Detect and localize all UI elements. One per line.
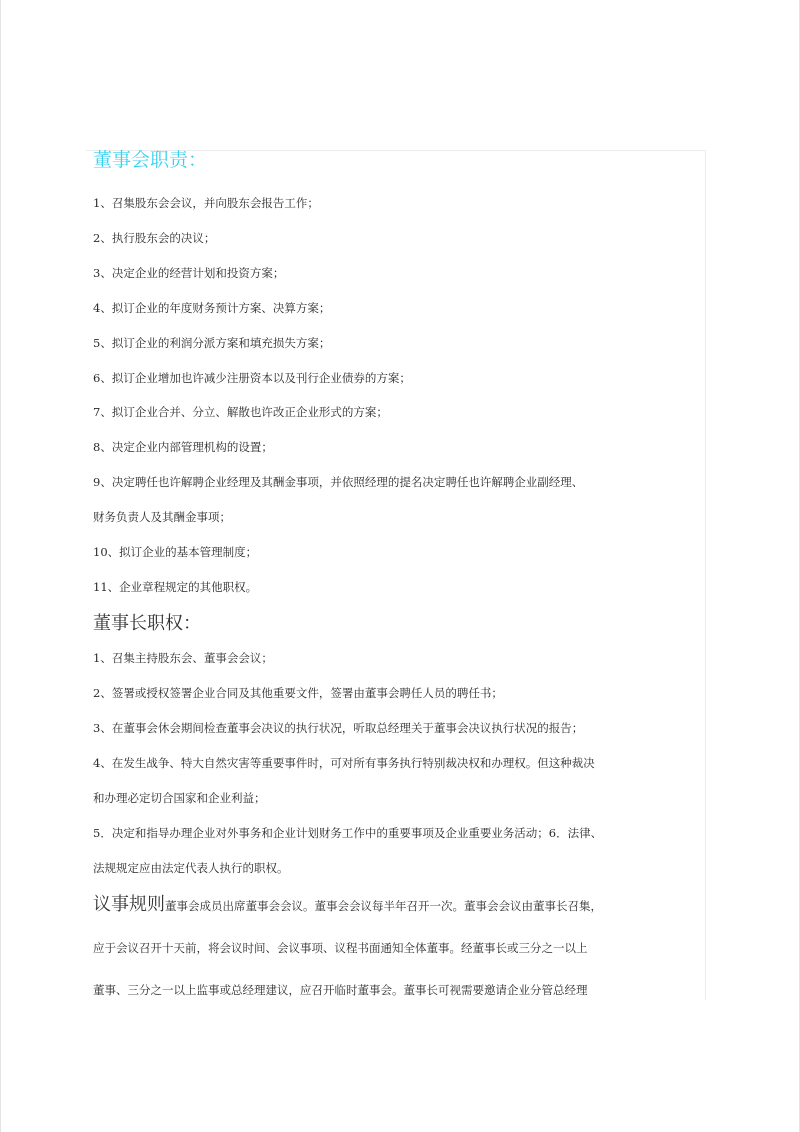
board-duty-4: 4、拟订企业的年度财务预计方案、决算方案； (93, 301, 331, 315)
board-duty-1: 1、召集股东会会议，并向股东会报告工作； (93, 196, 319, 210)
board-duty-3: 3、决定企业的经营计划和投资方案； (93, 266, 285, 280)
board-duty-8: 8、决定企业内部管理机构的设置； (93, 440, 273, 454)
chairman-power-3: 3、在董事会休会期间检查董事会决议的执行状况，听取总经理关于董事会决议执行状况的报告； (93, 721, 584, 735)
board-duty-9: 9、决定聘任也许解聘企业经理及其酬金事项，并依照经理的提名决定聘任也许解聘企业副经理、 (93, 475, 584, 489)
chairman-power-6-continued: 法规规定应由法定代表人执行的职权。 (93, 861, 289, 875)
board-duty-6: 6、拟订企业增加也许减少注册资本以及刊行企业债券的方案； (93, 371, 411, 385)
chairman-power-2: 2、签署或授权签署企业合同及其他重要文件，签署由董事会聘任人员的聘任书； (93, 686, 503, 700)
board-duty-5: 5、拟订企业的利润分派方案和填充损失方案； (93, 336, 331, 350)
meeting-rules-line-3: 董事、三分之一以上监事或总经理建议，应召开临时董事会。董事长可视需要邀请企业分管总经理 (93, 983, 588, 997)
chairman-power-4: 4、在发生战争、特大自然灾害等重要事件时，可对所有事务执行特别裁决权和办理权。但这种裁决 (93, 756, 595, 770)
board-duties-heading: 董事会职责： (93, 149, 208, 171)
meeting-rules-paragraph-line-1 (93, 894, 602, 915)
page-left-border (0, 0, 1, 1132)
chairman-power-4-continued: 和办理必定切合国家和企业利益； (93, 791, 266, 805)
board-duty-10: 10、拟订企业的基本管理制度； (93, 545, 258, 559)
meeting-rules-title: 议事规则 (93, 894, 165, 915)
meeting-rules-line-2: 应于会议召开十天前，将会议时间、会议事项、议程书面通知全体董事。经董事长或三分之一以上 (93, 941, 588, 955)
board-duty-7: 7、拟订企业合并、分立、解散也许改正企业形式的方案； (93, 405, 388, 419)
chairman-power-5-6: 5．决定和指导办理企业对外事务和企业计划财务工作中的重要事项及企业重要业务活动；6．法律、 (93, 826, 603, 840)
chairman-power-1: 1、召集主持股东会、董事会会议； (93, 651, 273, 665)
board-duty-2: 2、执行股东会的决议； (93, 231, 216, 245)
chairman-powers-heading: 董事长职权： (93, 613, 201, 634)
meeting-rules-line-1: 董事会成员出席董事会会议。董事会会议每半年召开一次。董事会会议由董事长召集， (165, 899, 602, 913)
board-duty-11: 11、企业章程规定的其他职权。 (93, 580, 258, 594)
board-duty-9-continued: 财务负责人及其酬金事项； (93, 510, 231, 524)
content-box-right-border (705, 150, 706, 1000)
